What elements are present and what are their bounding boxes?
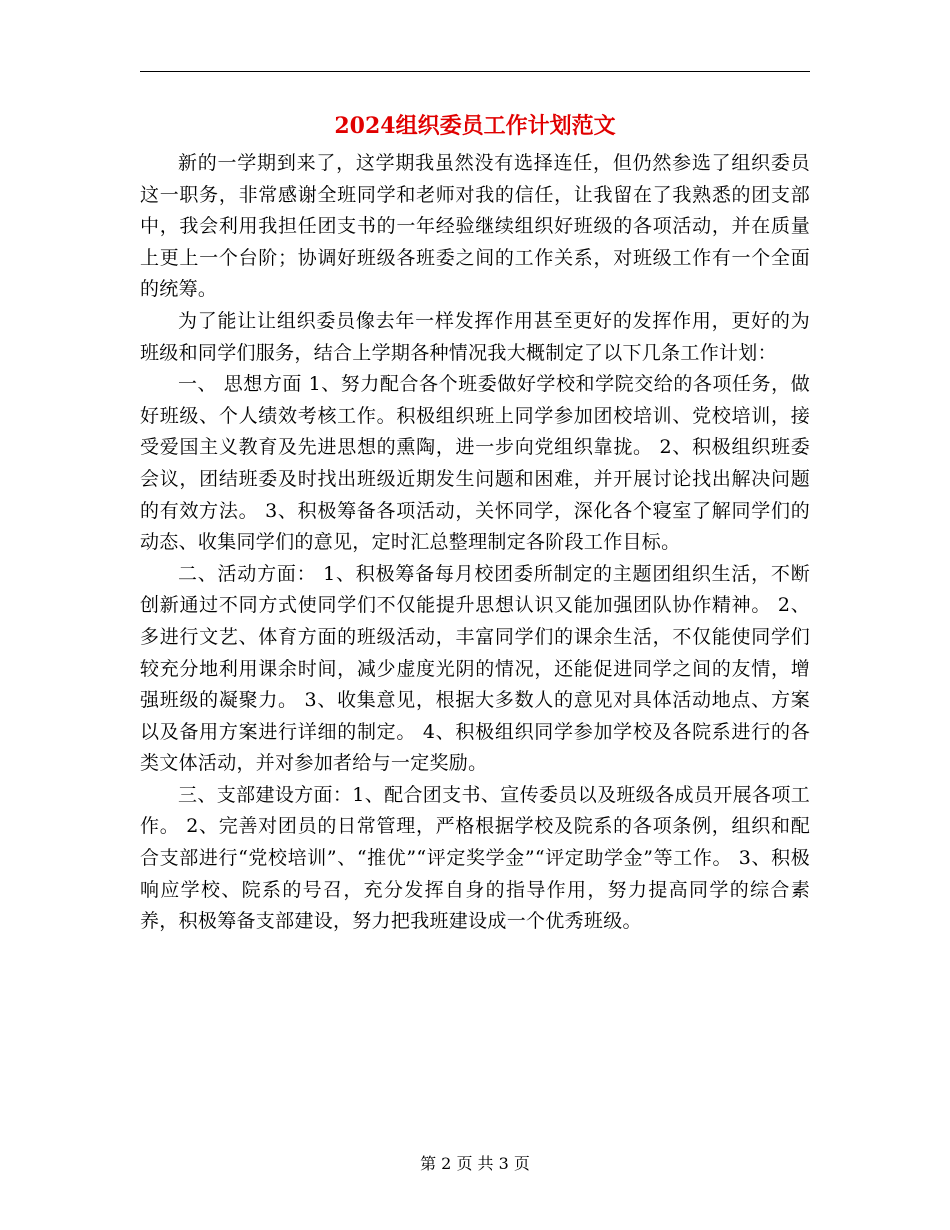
paragraph-branch: 三、支部建设方面：1、配合团支书、宣传委员以及班级各成员开展各项工作。 2、完善对团员的日常管理，严格根据学校及院系的各项条例，组织和配合支部进行“党校培训”、“推优”“评定奖学金”“评定助学金”等工作。 3、积极响应学校、院系的号召，充分发挥自身的指导作用，努力提高同学的综合素养，积极筹备支部建设，努力把我班建设成一个优秀班级。 bbox=[140, 783, 810, 933]
paragraph-activities: 二、活动方面： 1、积极筹备每月校团委所制定的主题团组织生活，不断创新通过不同方式使同学们不仅能提升思想认识又能加强团队协作精神。 2、多进行文艺、体育方面的班级活动，丰富同学们的课余生活，不仅能使同学们较充分地利用课余时间，减少虚度光阴的情况，还能促进同学之间的友情，增强班级的凝聚力。 3、收集意见，根据大多数人的意见对具体活动地点、方案以及备用方案进行详细的制定。 4、积极组织同学参加学校及各院系进行的各类文体活动，并对参加者给与一定奖励。 bbox=[140, 562, 810, 775]
paragraph-thought: 一、 思想方面 1、努力配合各个班委做好学校和学院交给的各项任务，做好班级、个人绩效考核工作。积极组织班上同学参加团校培训、党校培训，接受爱国主义教育及先进思想的熏陶，进一步向党组织靠拢。 2、积极组织班委会议，团结班委及时找出班级近期发生问题和困难，并开展讨论找出解决问题的有效方法。 3、积极筹备各项活动，关怀同学，深化各个寝室了解同学们的动态、收集同学们的意见，定时汇总整理制定各阶段工作目标。 bbox=[140, 373, 810, 554]
paragraph-purpose: 为了能让让组织委员像去年一样发挥作用甚至更好的发挥作用，更好的为班级和同学们服务，结合上学期各种情况我大概制定了以下几条工作计划： bbox=[140, 309, 810, 364]
page-footer: 第 2 页 共 3 页 bbox=[420, 1154, 530, 1173]
header-rule bbox=[140, 71, 810, 72]
paragraph-intro: 新的一学期到来了，这学期我虽然没有选择连任，但仍然参选了组织委员这一职务，非常感谢全班同学和老师对我的信任，让我留在了我熟悉的团支部中，我会利用我担任团支书的一年经验继续组织好班级的各项活动，并在质量上更上一个台阶；协调好班级各班委之间的工作关系，对班级工作有一个全面的统筹。 bbox=[140, 152, 810, 301]
document-title: 2024组织委员工作计划范文 bbox=[334, 113, 616, 139]
document-body bbox=[140, 148, 810, 938]
